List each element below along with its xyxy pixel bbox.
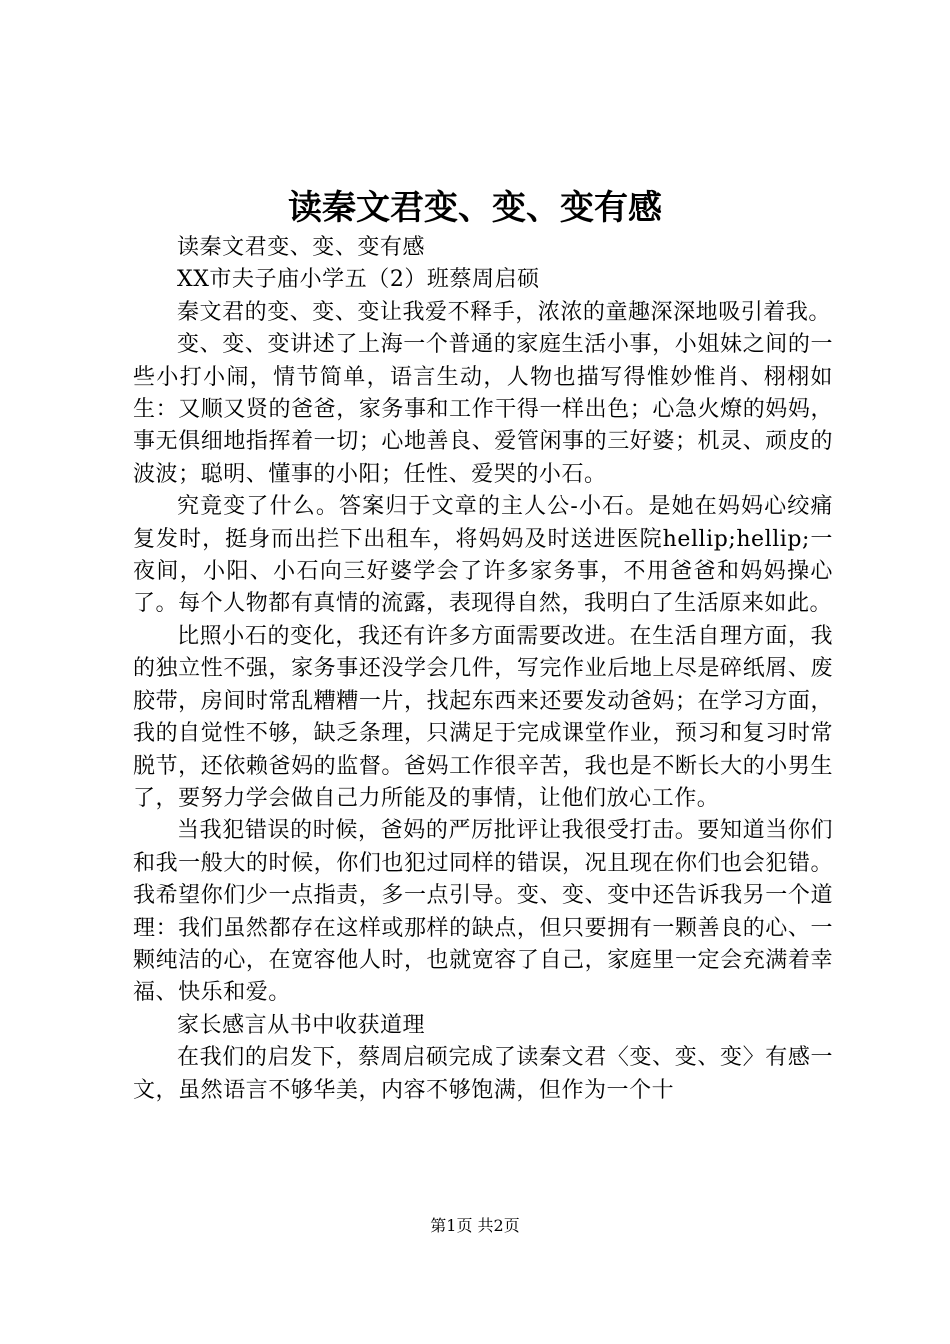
paragraph-heading-repeat: 读秦文君变、变、变有感 <box>177 235 426 260</box>
page-number-footer: 第1页 共2页 <box>430 1216 520 1235</box>
paragraph: 变、变、变讲述了上海一个普通的家庭生活小事，小姐妹之间的一些小打小闹，情节简单，语言生动，人物也描写得惟妙惟肖、栩栩如生：又顺又贤的爸爸，家务事和工作干得一样出色；心急火燎的妈妈，事无俱细地指挥着一切；心地善良、爱管闲事的三好婆；机灵、顽皮的波波；聪明、懂事的小阳；任性、爱哭的小石。 <box>133 332 833 487</box>
document-body <box>133 232 833 1107</box>
paragraph: 秦文君的变、变、变让我爱不释手，浓浓的童趣深深地吸引着我。 <box>177 299 831 325</box>
paragraph: 当我犯错误的时候，爸妈的严厉批评让我很受打击。要知道当你们和我一般大的时候，你们也犯过同样的错误，况且现在你们也会犯错。我希望你们少一点指责，多一点引导。变、变、变中还告诉我另一个道理：我们虽然都存在这样或那样的缺点，但只要拥有一颗善良的心、一颗纯洁的心，在宽容他人时，也就宽容了自己，家庭里一定会充满着幸福、快乐和爱。 <box>133 818 833 1006</box>
paragraph: 比照小石的变化，我还有许多方面需要改进。在生活自理方面，我的独立性不强，家务事还没学会几件，写完作业后地上尽是碎纸屑、废胶带，房间时常乱糟糟一片，找起东西来还要发动爸妈；在学习方面，我的自觉性不够，缺乏条理，只满足于完成课堂作业，预习和复习时常脱节，还依赖爸妈的监督。爸妈工作很辛苦，我也是不断长大的小男生了，要努力学会做自己力所能及的事情，让他们放心工作。 <box>133 623 833 811</box>
paragraph-section-heading: 家长感言从书中收获道理 <box>177 1012 426 1038</box>
paragraph-author: XX市夫子庙小学五（2）班蔡周启硕 <box>177 267 540 293</box>
paragraph: 究竟变了什么。答案归于文章的主人公-小石。是她在妈妈心绞痛复发时，挺身而出拦下出租车，将妈妈及时送进医院hellip;hellip;一夜间，小阳、小石向三好婆学会了许多家务事，不用爸爸和妈妈操心了。每个人物都有真情的流露，表现得自然，我明白了生活原来如此。 <box>133 494 833 617</box>
document-title: 读秦文君变、变、变有感 <box>288 188 662 228</box>
paragraph: 在我们的启发下，蔡周启硕完成了读秦文君〈变、变、变〉有感一文，虽然语言不够华美，内容不够饱满，但作为一个十 <box>133 1045 833 1103</box>
